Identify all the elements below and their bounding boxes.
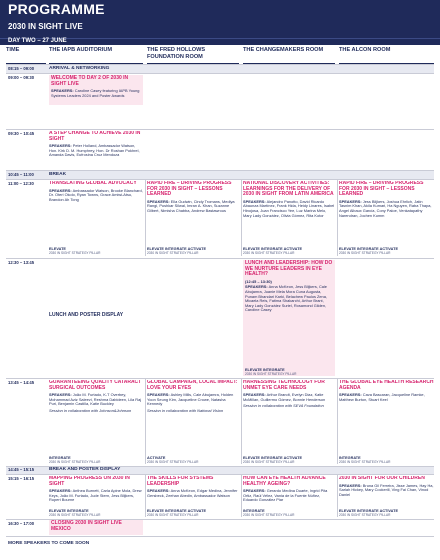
session-title: HOW CAN EYE HEALTH ADVANCE HEALTHY AGEING? [243, 476, 326, 487]
session-card-national-discovery[interactable] [243, 181, 335, 255]
column-divider [145, 180, 146, 256]
schedule-row [6, 170, 434, 179]
speakers-list: Ambassador Watson, Brooke Blanchard, Dr. Oteri Okolo, Ryan Towns, Grace Amiwi-Atsu, Brandon Ah Tong [49, 187, 143, 202]
speakers-label: SPEAKERS: [49, 392, 72, 398]
speakers-list: Ella Gudwin, Cindy Tromans, Medlya Rangi, Pushkar Silwal, Imran A. Khan, Suzanne Gilbert, Nimisha Chabba, Andrew Bastawrous [147, 198, 235, 213]
speakers-label: SPEAKERS: [243, 198, 266, 204]
pillar-tags: ACTIVATE [147, 456, 166, 460]
session-title: GUARANTEEING QUALITY CATARACT SURGICAL OUTCOMES [49, 380, 142, 391]
speakers-list: Cava Bascaran, Jacqueline Ramke, Matthew Burton, Stuart Keel [339, 392, 425, 402]
session-title: MAPPING PROGRESS ON 2030 IN SIGHT [49, 476, 130, 487]
session-title: WELCOME TO DAY 2 OF 2030 IN SIGHT LIVE [51, 75, 129, 87]
speakers-label: SPEAKERS: [245, 284, 268, 290]
row-time: 11:00 – 12:30 [8, 181, 34, 186]
page-subtitle: 2030 IN SIGHT LIVE [8, 22, 83, 31]
pillar-caption: 2030 IN SIGHT STRATEGY PILLAR [339, 513, 391, 517]
session-title: TRANSLATING GLOBAL ADVOCACY [49, 181, 137, 186]
speakers-label: SPEAKERS: [49, 488, 72, 494]
lunch-label: LUNCH AND POSTER DISPLAY [49, 312, 124, 318]
speakers-list: Bruna Gil Ferreira, Jisse James, Hay Ha, Sarlah Hickey, Mary Cockerill, Ving Fai Chan, Vinod Daniel [339, 482, 434, 497]
speakers-list: Jess Blijkers, Joshua Ehrlich, Jatin Tasnim Khan, Akila Kumari, Ha Nguyen, Raba Thapa, Angel Albaux García, Cony Paloe, Venkatapathy Narendran, Jochen Kumm [339, 198, 432, 218]
session-card-harnessing-technology[interactable] [243, 380, 335, 464]
session-title: THE SKILLS FOR SYSTEMS LEADERSHIP [147, 476, 214, 487]
pillar-caption: 2030 IN SIGHT STRATEGY PILLAR [243, 251, 295, 255]
row-time: 09:30 – 10:45 [8, 131, 35, 136]
session-card-love-your-eyes[interactable] [147, 380, 239, 464]
speakers-label: SPEAKERS: [51, 88, 74, 94]
footer-divider [6, 536, 434, 537]
pillar-caption: 2030 IN SIGHT STRATEGY PILLAR [339, 251, 391, 255]
pillar-caption: 2030 IN SIGHT STRATEGY PILLAR [49, 513, 101, 517]
speakers-list: João M. Furtado, K-T Overbey, Mohammad Aziz Saleevi, Reshma Dabideen, Lila Raj Puri, Benjamin Castilla, Katie Buckley [49, 392, 142, 407]
pillar-tags: ELEVATE INTEGRATE ACTIVATE [339, 247, 398, 251]
speakers-label: SPEAKERS: [147, 392, 170, 398]
pillar-tags: ELEVATE INTEGRATE [245, 368, 285, 372]
column-divider [241, 180, 242, 256]
row-time: 15:15 – 16:15 [8, 476, 35, 481]
pillar-caption: 2030 IN SIGHT STRATEGY PILLAR [147, 251, 199, 255]
session-collaboration: Session in collaboration with National Vision [147, 407, 224, 413]
column-divider [337, 475, 338, 517]
pillar-tags: ELEVATE INTEGRATE ACTIVATE [339, 509, 398, 513]
speakers-list: Anna McKeon, Jess Blijkers, Cale Abujamra, Juanie Mela Mora Cuna Augusta, Punam Bhandari Karki, Belachew Paulos Zena, Micaela Reis, Fatima Shakarchi, Arthur Brant, Mary Lady González Suriel, Rosamond Gilden, Caroline Casey [245, 284, 327, 313]
col-header-auditorium: THE IAPB AUDITORIUM [49, 46, 143, 64]
pillar-caption: 2030 IN SIGHT STRATEGY PILLAR [245, 372, 297, 376]
pillar-caption: 2030 IN SIGHT STRATEGY PILLAR [49, 460, 101, 464]
speakers-label: SPEAKERS: [243, 488, 266, 494]
pillar-tags: INTEGRATE [339, 456, 361, 460]
speakers-label: SPEAKERS: [339, 392, 362, 398]
session-card-lunch-leadership[interactable] [243, 260, 335, 376]
page-header [0, 0, 440, 38]
speakers-label: SPEAKERS: [147, 488, 170, 494]
speakers-label: SPEAKERS: [147, 198, 170, 204]
column-divider [145, 475, 146, 517]
col-header-time: TIME [6, 46, 46, 64]
col-header-changemakers: THE CHANGEMAKERS ROOM [243, 46, 335, 64]
page-title: PROGRAMME [8, 1, 105, 17]
session-title: NATIONAL DISCOVERY ACTIVITIES: LEARNINGS FOR THE DELIVERY OF 2030 IN SIGHT FROM LATIN AMERICA [243, 181, 334, 198]
session-subtime: (12:45 – 13:30) [245, 278, 272, 284]
footer-note: MORE SPEAKERS TO COME SOON [8, 541, 90, 546]
col-header-alcon: THE ALCON ROOM [339, 46, 434, 64]
column-divider [241, 475, 242, 517]
row-time: 16:30 – 17:00 [8, 521, 35, 526]
session-card-our-children[interactable] [339, 476, 434, 517]
session-card-research-agenda[interactable] [339, 380, 434, 464]
speakers-label: SPEAKERS: [339, 198, 362, 204]
speakers-list: Anthea Burnett, Carla Apine Mola, Drew Keys, João M. Furtado, Jude Stern, Jess Blijkers, Rupert Bourne [49, 488, 142, 503]
session-card-healthy-ageing[interactable] [243, 476, 335, 517]
row-label: BREAK AND POSTER DISPLAY [49, 467, 121, 472]
column-divider [337, 379, 338, 464]
pillar-caption: 2030 IN SIGHT STRATEGY PILLAR [243, 460, 295, 464]
speakers-list: Ashley Mills, Cale Abujamra, Holden Yoon Seung Kim, Jacqueline Crowe, Natasha Kennedy [147, 392, 234, 407]
pillar-tags: ELEVATE INTEGRATE ACTIVATE [243, 456, 302, 460]
column-divider [241, 379, 242, 464]
speakers-list: Peter Holland, Ambassador Watson, Hon. Kirk D. M. Humphrey, Hon. Dr Roshan Pokhrel, Amanda Davis, Eufrosina Cruz Mendoza [49, 143, 140, 158]
pillar-tags: ELEVATE INTEGRATE ACTIVATE [147, 247, 206, 251]
pillar-tags: INTEGRATE [243, 509, 265, 513]
speakers-list: Gerardo Medina Duarte, Ingrid Pita Ortiz, Raúl Vélez, Vania de la Fuente Núñez, Eduardo González Piar [243, 488, 328, 503]
row-time: 10:45 – 11:00 [8, 172, 34, 177]
column-divider [337, 180, 338, 256]
row-time: 12:30 – 13:45 [8, 260, 35, 265]
speakers-label: SPEAKERS: [49, 143, 72, 149]
session-card-mapping-progress[interactable] [49, 476, 143, 517]
session-title: THE GLOBAL EYE HEALTH RESEARCH AGENDA [339, 380, 434, 391]
session-card-cataract-outcomes[interactable] [49, 380, 143, 464]
session-title: 2030 IN SIGHT FOR OUR CHILDREN [339, 476, 425, 481]
speakers-label: SPEAKERS: [339, 482, 362, 488]
session-card-global-advocacy[interactable] [49, 181, 143, 255]
speakers-label: SPEAKERS: [243, 392, 266, 398]
pillar-tags: ELEVATE INTEGRATE [49, 509, 89, 513]
pillar-caption: 2030 IN SIGHT STRATEGY PILLAR [243, 513, 295, 517]
row-time: 09:00 – 09:30 [8, 75, 35, 80]
row-time: 08:15 – 09:00 [8, 66, 35, 71]
pillar-caption: 2030 IN SIGHT STRATEGY PILLAR [49, 251, 101, 255]
session-collaboration: Session in collaboration with Johnson&Johnson [49, 407, 132, 413]
day-band [0, 38, 440, 45]
col-header-fred-hollows: THE FRED HOLLOWS FOUNDATION ROOM [147, 46, 239, 64]
pillar-tags: ELEVATE INTEGRATE ACTIVATE [147, 509, 206, 513]
session-card-rapid-fire-1[interactable] [147, 181, 239, 255]
row-label: ARRIVAL & NETWORKING [49, 66, 110, 71]
row-label: BREAK [49, 172, 67, 177]
pillar-caption: 2030 IN SIGHT STRATEGY PILLAR [147, 460, 199, 464]
session-card-welcome[interactable] [49, 75, 143, 105]
session-title: CLOSING 2030 IN SIGHT LIVE MEXICO [51, 520, 122, 532]
speakers-list: Caroline Casey featuring IAPB Young Systems Leaders 2024 and Poster Awards [51, 88, 140, 98]
session-card-systems-leadership[interactable] [147, 476, 239, 517]
session-title: HARNESSING TECHNOLOGY FOR UNMET EYE CARE NEEDS [243, 380, 325, 391]
session-card-step-change[interactable] [49, 131, 143, 167]
column-divider [145, 379, 146, 464]
speakers-list: Anna McKeon, Edgar Medina, Jennifer Gersbeck, Zeehan Abedin, Ambassador Watson [147, 488, 238, 498]
pillar-tags: INTEGRATE [49, 456, 71, 460]
session-title: A STEP CHANGE TO ACHIEVE 2030 IN SIGHT [49, 131, 141, 142]
pillar-caption: 2030 IN SIGHT STRATEGY PILLAR [339, 460, 391, 464]
session-title: RAPID FIRE – DRIVING PROGRESS FOR 2030 IN SIGHT – LESSONS LEARNED [339, 181, 424, 198]
pillar-tags: ELEVATE [49, 247, 66, 251]
speakers-list: Arthur Brandt, Evelyn Diaz, Katie McMillan, Guillermo Gómez, Bonnie Henderson [243, 392, 326, 402]
speakers-label: SPEAKERS: [49, 187, 72, 193]
session-title: LUNCH AND LEADERSHIP: HOW DO WE NURTURE LEADERS IN EYE HEALTH? [245, 260, 333, 278]
pillar-caption: 2030 IN SIGHT STRATEGY PILLAR [147, 513, 199, 517]
session-card-rapid-fire-2[interactable] [339, 181, 434, 255]
session-title: RAPID FIRE – DRIVING PROGRESS FOR 2030 IN SIGHT – LESSONS LEARNED [147, 181, 232, 198]
day-label: DAY TWO – 27 JUNE [8, 38, 67, 44]
session-card-closing[interactable] [49, 520, 143, 535]
speakers-list: Alejandro Panotto, David Ricardo Abaunza Martínez, Frank Hida, Heidy Linares, Isabel Hinojosa, Juan Francisco Yee, Luz Marina Melo, Mary Lady González, Olivia Gómez, Rita Kotor [243, 198, 335, 218]
session-title: GLOBAL CAMPAIGN, LOCAL IMPACT: LOVE YOUR EYES [147, 380, 238, 391]
row-time: 13:45 – 14:45 [8, 380, 35, 385]
session-collaboration: Session in collaboration with SEVA Foundation [243, 403, 324, 409]
row-time: 14:45 – 15:15 [8, 467, 35, 472]
pillar-tags: ELEVATE INTEGRATE ACTIVATE [243, 247, 302, 251]
